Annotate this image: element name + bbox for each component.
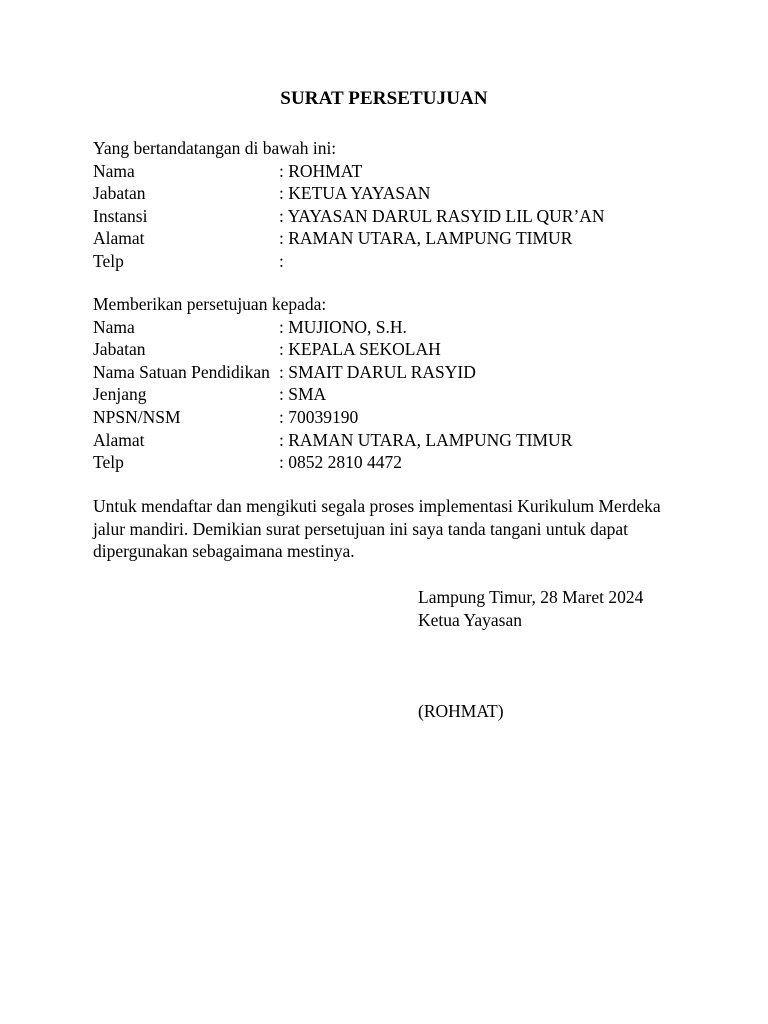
field-value: : bbox=[279, 250, 284, 271]
field-value: : SMA bbox=[279, 384, 327, 405]
recipient-intro: Memberikan persetujuan kepada: bbox=[93, 294, 327, 314]
recipient-row-address bbox=[93, 429, 572, 452]
signer-intro: Yang bertandatangan di bawah ini: bbox=[93, 138, 337, 158]
signature-name: (ROHMAT) bbox=[418, 701, 504, 721]
recipient-row-level bbox=[93, 383, 572, 406]
signer-row-address bbox=[93, 227, 605, 250]
recipient-row-phone bbox=[93, 451, 572, 474]
signature-role: Ketua Yayasan bbox=[418, 610, 523, 630]
field-label: NPSN/NSM bbox=[93, 406, 181, 427]
field-value: : YAYASAN DARUL RASYID LIL QUR’AN bbox=[279, 205, 605, 226]
field-value: : RAMAN UTARA, LAMPUNG TIMUR bbox=[279, 228, 573, 249]
field-value: : MUJIONO, S.H. bbox=[279, 316, 407, 337]
field-label: Jenjang bbox=[93, 384, 147, 405]
field-value: : SMAIT DARUL RASYID bbox=[279, 361, 476, 382]
field-label: Alamat bbox=[93, 429, 145, 450]
body-paragraph: Untuk mendaftar dan mengikuti segala proses implementasi Kurikulum Merdeka jalur mandiri. Demikian surat persetujuan ini saya tanda tangani untuk dapat dipergunakan sebagaimana mestinya. bbox=[93, 496, 661, 562]
recipient-row-npsn bbox=[93, 406, 572, 429]
field-value: : 70039190 bbox=[279, 406, 359, 427]
signature-place-date: Lampung Timur, 28 Maret 2024 bbox=[418, 587, 644, 607]
field-value: : KEPALA SEKOLAH bbox=[279, 339, 441, 360]
document-title: SURAT PERSETUJUAN bbox=[280, 88, 488, 109]
field-label: Instansi bbox=[93, 205, 148, 226]
recipient-section bbox=[93, 293, 572, 474]
signer-row-name bbox=[93, 160, 605, 183]
signer-section bbox=[93, 137, 605, 273]
signer-row-institution bbox=[93, 205, 605, 228]
field-value: : 0852 2810 4472 bbox=[279, 452, 402, 473]
recipient-row-school bbox=[93, 361, 572, 384]
field-value: : RAMAN UTARA, LAMPUNG TIMUR bbox=[279, 429, 573, 450]
field-label: Nama bbox=[93, 316, 135, 337]
field-label: Nama Satuan Pendidikan bbox=[93, 361, 270, 382]
field-label: Jabatan bbox=[93, 183, 146, 204]
field-value: : ROHMAT bbox=[279, 160, 363, 181]
field-label: Jabatan bbox=[93, 339, 146, 360]
field-value: : KETUA YAYASAN bbox=[279, 183, 431, 204]
field-label: Nama bbox=[93, 160, 135, 181]
signer-row-position bbox=[93, 182, 605, 205]
recipient-row-position bbox=[93, 338, 572, 361]
field-label: Alamat bbox=[93, 228, 145, 249]
field-label: Telp bbox=[93, 250, 124, 271]
recipient-row-name bbox=[93, 316, 572, 339]
field-label: Telp bbox=[93, 452, 124, 473]
signer-row-phone bbox=[93, 250, 605, 273]
